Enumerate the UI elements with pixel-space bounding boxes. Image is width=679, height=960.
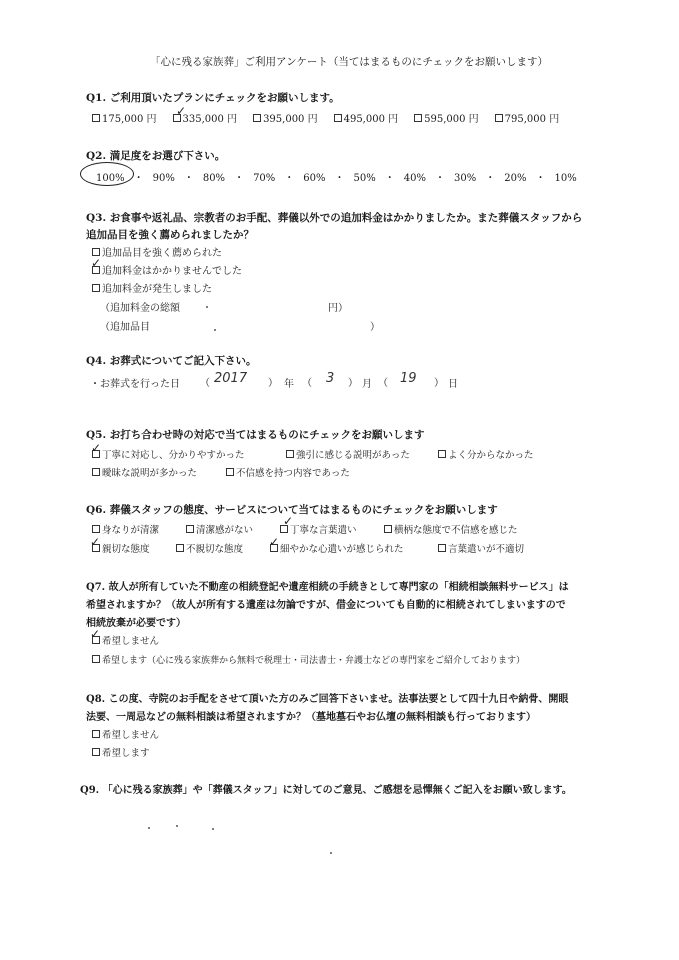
q2-separator: ・ <box>535 173 546 184</box>
q2-option[interactable]: 70% <box>253 173 276 184</box>
q6-check-mark-3: ✓ <box>269 535 280 549</box>
q5-option-2[interactable]: 強引に感じる説明があった <box>286 447 410 461</box>
q1-options <box>92 110 559 125</box>
q3-total-label: （追加料金の総額 <box>100 303 180 314</box>
q2-separator: ・ <box>435 173 445 184</box>
scan-speck <box>330 852 332 854</box>
q3-items-close: ） <box>370 322 380 333</box>
q2-options <box>96 169 577 184</box>
q6-option-2[interactable]: 清潔感がない <box>186 522 253 536</box>
q4-month-open: （ <box>302 378 312 389</box>
q2-option[interactable]: 90% <box>152 173 175 184</box>
checkbox[interactable] <box>334 114 342 122</box>
q7-label-3: 相続放棄が必要です） <box>86 618 186 629</box>
q3-total-unit: 円） <box>328 303 348 314</box>
scan-speck <box>212 828 214 830</box>
q9-label: Q9. 「心に残る家族葬」や「葬儀スタッフ」に対してのご意見、ご感想を忌憚無くご記入をお願い致します。 <box>80 785 572 796</box>
q2-separator: ・ <box>284 173 295 184</box>
q3-check-mark: ✓ <box>91 256 102 270</box>
q7-check-mark: ✓ <box>90 627 101 641</box>
q4-date-label: ・お葬式を行った日 <box>90 379 180 390</box>
checkbox[interactable] <box>92 114 100 122</box>
q6-option-6[interactable]: 不親切な態度 <box>176 541 243 555</box>
q4-day-value[interactable]: 19 <box>400 371 417 386</box>
q7-option-2[interactable]: 希望します（心に残る家族葬から無料で税理士・司法書士・弁護士などの専門家をご紹介しております） <box>92 653 525 666</box>
q3-label-2: 追加品目を強く薦められましたか？ <box>86 229 254 241</box>
q2-option[interactable]: 40% <box>403 173 426 184</box>
q2-separator: ・ <box>133 173 144 184</box>
q6-label: Q6. 葬儀スタッフの態度、サービスについて当てはまるものにチェックをお願いします <box>86 504 498 516</box>
q5-option-1[interactable]: 丁寧に対応し、分かりやすかった <box>92 447 245 461</box>
q2-separator: ・ <box>183 173 194 184</box>
q7-label-2: 希望されますか？（故人が所有する遺産は勿論ですが、借金についても自動的に相続されてしまいますので <box>86 600 566 611</box>
q3-option-3[interactable]: 追加料金が発生しました <box>92 280 212 295</box>
q3-option-2[interactable]: 追加料金はかかりませんでした <box>92 262 242 277</box>
checkbox[interactable] <box>414 114 422 122</box>
q1-label: Q1. ご利用頂いたプランにチェックをお願いします。 <box>86 92 340 104</box>
scan-speck <box>148 827 150 829</box>
q4-day-unit: 日 <box>448 379 458 390</box>
q4-month-close: ） <box>348 378 358 389</box>
q4-year-unit: 年 <box>284 379 294 390</box>
q2-option[interactable]: 50% <box>353 173 376 184</box>
q2-separator: ・ <box>485 173 496 184</box>
q2-separator: ・ <box>384 173 395 184</box>
q7-label-1: Q7. 故人が所有していた不動産の相続登記や遺産相続の手続きとして専門家の「相続相談無料サービス」は <box>86 582 569 593</box>
q3-option-1[interactable]: 追加品目を強く薦められた <box>92 244 222 259</box>
scan-speck <box>206 306 208 308</box>
q2-option[interactable]: 60% <box>303 173 326 184</box>
q1-check-mark: ✓ <box>176 104 187 118</box>
q2-separator: ・ <box>234 173 245 184</box>
q2-option[interactable]: 30% <box>454 173 477 184</box>
q1-option[interactable] <box>92 110 157 125</box>
q1-option-label: 495,000 円 <box>343 114 399 125</box>
q5-option-5[interactable]: 不信感を持つ内容であった <box>226 465 350 479</box>
q6-option-4[interactable]: 横柄な態度で不信感を感じた <box>384 522 518 536</box>
q4-year-open: （ <box>200 378 210 389</box>
checkbox[interactable] <box>495 114 503 122</box>
q5-option-4[interactable]: 曖昧な説明が多かった <box>92 465 197 479</box>
q1-option-label: 795,000 円 <box>504 114 560 125</box>
q1-option-label: 595,000 円 <box>424 114 479 125</box>
q1-option[interactable] <box>253 110 318 125</box>
q1-option[interactable] <box>495 110 560 125</box>
q3-label-1: Q3. お食事や返礼品、宗教者のお手配、葬儀以外での追加料金はかかりましたか。また葬儀スタッフから <box>86 212 583 224</box>
q1-option-label: 175,000 円 <box>102 114 157 125</box>
q1-option-label: 395,000 円 <box>263 114 318 125</box>
q2-option[interactable]: 10% <box>554 173 577 184</box>
q2-option[interactable]: 20% <box>504 173 527 184</box>
survey-title: 「心に残る家族葬」ご利用アンケート（当てはまるものにチェックをお願いします） <box>150 56 549 68</box>
q6-option-3[interactable]: 丁寧な言葉遣い <box>280 522 357 536</box>
q5-option-3[interactable]: よく分からなかった <box>438 447 534 461</box>
q8-label-1: Q8. この度、寺院のお手配をさせて頂いた方のみご回答下さいませ。法事法要として四十九日や納骨、開眼 <box>86 694 569 705</box>
q1-option-label: 335,000 円 <box>182 114 238 125</box>
scan-speck <box>176 825 178 827</box>
q5-label: Q5. お打ち合わせ時の対応で当てはまるものにチェックをお願いします <box>86 429 425 441</box>
q2-separator: ・ <box>334 173 345 184</box>
q4-day-open: （ <box>378 378 388 389</box>
q8-option-2[interactable]: 希望します <box>92 745 150 759</box>
q4-label: Q4. お葬式についてご記入下さい。 <box>86 355 257 367</box>
q6-check-mark-2: ✓ <box>90 535 101 549</box>
q8-label-2: 法要、一周忌などの無料相談は希望されますか？（墓地墓石やお仏壇の無料相談も行っております） <box>86 712 536 723</box>
q3-items-label: （追加品目 <box>100 322 150 333</box>
q5-check-mark: ✓ <box>91 441 102 455</box>
q2-option[interactable]: 100% <box>96 173 125 184</box>
q6-option-5[interactable]: 親切な態度 <box>92 541 150 555</box>
q6-option-1[interactable]: 身なりが清潔 <box>92 522 159 536</box>
scan-speck <box>214 329 216 331</box>
q2-option[interactable]: 80% <box>202 173 226 184</box>
q6-check-mark-1: ✓ <box>283 514 294 528</box>
q7-option-1[interactable]: 希望しません <box>92 633 159 647</box>
q2-label: Q2. 満足度をお選び下さい。 <box>86 150 226 162</box>
q6-option-7[interactable]: 細やかな心遣いが感じられた <box>270 541 404 555</box>
q4-day-close: ） <box>434 378 444 389</box>
q4-month-value[interactable]: 3 <box>326 371 335 386</box>
q6-option-8[interactable]: 言葉遣いが不適切 <box>438 541 524 555</box>
q8-option-1[interactable]: 希望しません <box>92 727 159 741</box>
q4-year-value[interactable]: 2017 <box>214 371 248 386</box>
checkbox[interactable] <box>253 114 261 122</box>
q1-option[interactable] <box>414 110 479 125</box>
q2-selection-circle <box>80 162 134 186</box>
q1-option[interactable] <box>334 110 399 125</box>
q4-year-close: ） <box>268 378 278 389</box>
q4-month-unit: 月 <box>362 379 372 390</box>
